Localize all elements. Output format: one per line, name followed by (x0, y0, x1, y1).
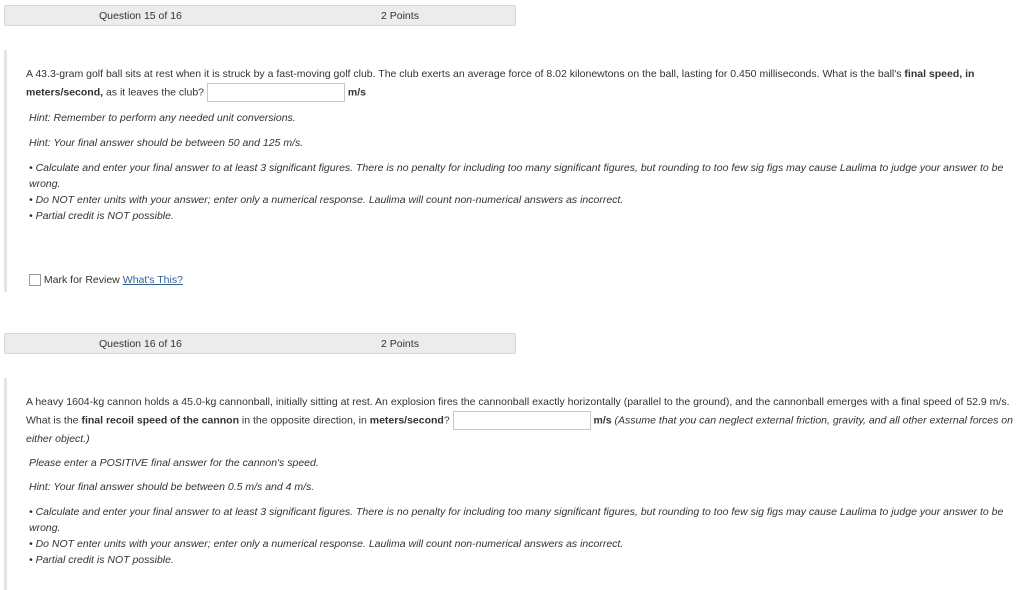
hint-text: Hint: Remember to perform any needed unit conversions. (29, 112, 296, 124)
unit-label: m/s (347, 86, 366, 99)
instruction-item: • Calculate and enter your final answer to at least 3 significant figures. There is no penalty for including too many significant figures, but rounding to too few sig figs may cause Laulima to judge your answer to be wrong. (29, 162, 1004, 190)
answer-input[interactable] (453, 411, 591, 430)
question-text-part: as it leaves the club? (103, 86, 207, 99)
mark-for-review[interactable] (29, 274, 183, 286)
question-text-part: in the opposite direction, in (238, 414, 370, 427)
answer-input[interactable] (207, 83, 345, 102)
instructions-list (29, 504, 1014, 568)
question-15-body (4, 50, 1018, 292)
instructions-list (29, 160, 1014, 224)
hint-text: Hint: Your final answer should be between 0.5 m/s and 4 m/s. (29, 481, 315, 493)
instruction-item: • Partial credit is NOT possible. (29, 554, 174, 566)
question-16-header (4, 333, 516, 354)
question-text (26, 393, 1016, 448)
question-16-body (4, 378, 1018, 590)
question-points: 2 Points (381, 338, 419, 350)
instruction-item: • Calculate and enter your final answer to at least 3 significant figures. There is no penalty for including too many significant figures, but rounding to too few sig figs may cause Laulima to judge your answer to be wrong. (29, 506, 1004, 534)
question-text-part: A 43.3-gram golf ball sits at rest when it is struck by a fast-moving golf club. The club exerts an average force of 8.02 kilonewtons on the ball, lasting for 0.450 milliseconds. What is the ball's (26, 68, 905, 80)
instruction-item: • Do NOT enter units with your answer; enter only a numerical response. Laulima will count non-numerical answers as incorrect. (29, 538, 624, 550)
question-text-bold: final speed, in meters/second, (26, 68, 975, 99)
question-number: Question 15 of 16 (99, 10, 182, 22)
question-number: Question 16 of 16 (99, 338, 182, 350)
instruction-item: • Do NOT enter units with your answer; enter only a numerical response. Laulima will count non-numerical answers as incorrect. (29, 194, 624, 206)
instruction-text: Please enter a POSITIVE final answer for the cannon's speed. (29, 457, 319, 469)
question-text-bold: meters/second (369, 414, 444, 427)
question-text (26, 65, 1016, 102)
question-text-part: ? (443, 414, 453, 427)
unit-label: m/s (593, 414, 612, 427)
assumption-note: (Assume that you can neglect external friction, gravity, and all other external forces on either object.) (26, 414, 1013, 445)
question-points: 2 Points (381, 10, 419, 22)
question-15-header (4, 5, 516, 26)
question-text-part: A heavy 1604-kg cannon holds a 45.0-kg cannonball, initially sitting at rest. An explosion fires the cannonball exactly horizontally (parallel to the ground), and the cannonball emerges with a final speed of 52.9 m/s. What is the (26, 396, 1010, 427)
whats-this-link[interactable]: What's This? (122, 274, 183, 286)
question-text-bold: final recoil speed of the cannon (81, 414, 239, 427)
hint-text: Hint: Your final answer should be between 50 and 125 m/s. (29, 137, 304, 149)
instruction-item: • Partial credit is NOT possible. (29, 210, 174, 222)
mark-for-review-label: Mark for Review (43, 274, 120, 286)
mark-for-review-checkbox[interactable] (29, 274, 41, 286)
